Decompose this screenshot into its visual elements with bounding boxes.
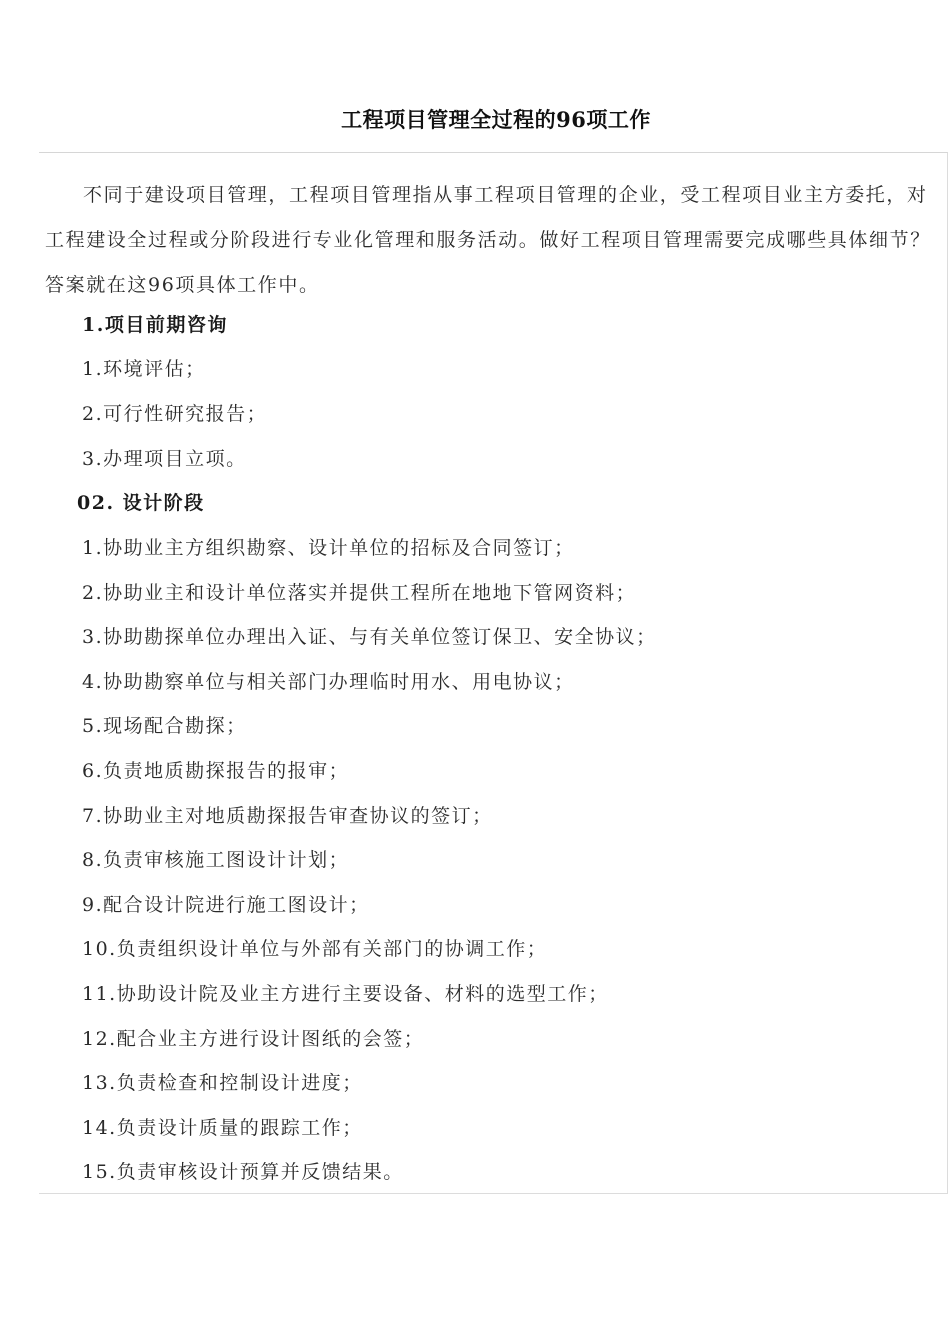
- list-item: 6.负责地质勘探报告的报审；: [82, 760, 350, 782]
- list-item: 11.协助设计院及业主方进行主要设备、材料的选型工作；: [82, 983, 609, 1005]
- list-item: 9.配合设计院进行施工图设计；: [82, 894, 370, 916]
- list-item: 8.负责审核施工图设计计划；: [82, 849, 350, 871]
- page-title: 工程项目管理全过程的96项工作: [341, 107, 651, 132]
- list-item: 10.负责组织设计单位与外部有关部门的协调工作；: [82, 938, 548, 960]
- list-item: 2.可行性研究报告；: [82, 403, 268, 425]
- list-item: 7.协助业主对地质勘探报告审查协议的签订；: [82, 805, 493, 827]
- list-item: 1.协助业主方组织勘察、设计单位的招标及合同签订；: [82, 537, 575, 559]
- list-item: 13.负责检查和控制设计进度；: [82, 1072, 363, 1094]
- section-heading-preliminary: 1.项目前期咨询: [82, 314, 228, 336]
- list-item: 4.协助勘察单位与相关部门办理临时用水、用电协议；: [82, 671, 575, 693]
- section-heading-design: 02. 设计阶段: [77, 492, 205, 514]
- list-item: 3.协助勘探单位办理出入证、与有关单位签订保卫、安全协议；: [82, 626, 657, 648]
- list-item: 1.环境评估；: [82, 358, 206, 380]
- intro-paragraph: 不同于建设项目管理，工程项目管理指从事工程项目管理的企业，受工程项目业主方委托，对工程建设全过程或分阶段进行专业化管理和服务活动。做好工程项目管理需要完成哪些具体细节？答案就在这96项具体工作中。: [45, 184, 931, 296]
- list-item: 14.负责设计质量的跟踪工作；: [82, 1117, 363, 1139]
- list-item: 2.协助业主和设计单位落实并提供工程所在地地下管网资料；: [82, 582, 637, 604]
- list-item: 12.配合业主方进行设计图纸的会签；: [82, 1028, 425, 1050]
- list-item: 5.现场配合勘探；: [82, 715, 247, 737]
- list-item: 3.办理项目立项。: [82, 448, 247, 470]
- list-item: 15.负责审核设计预算并反馈结果。: [82, 1161, 404, 1183]
